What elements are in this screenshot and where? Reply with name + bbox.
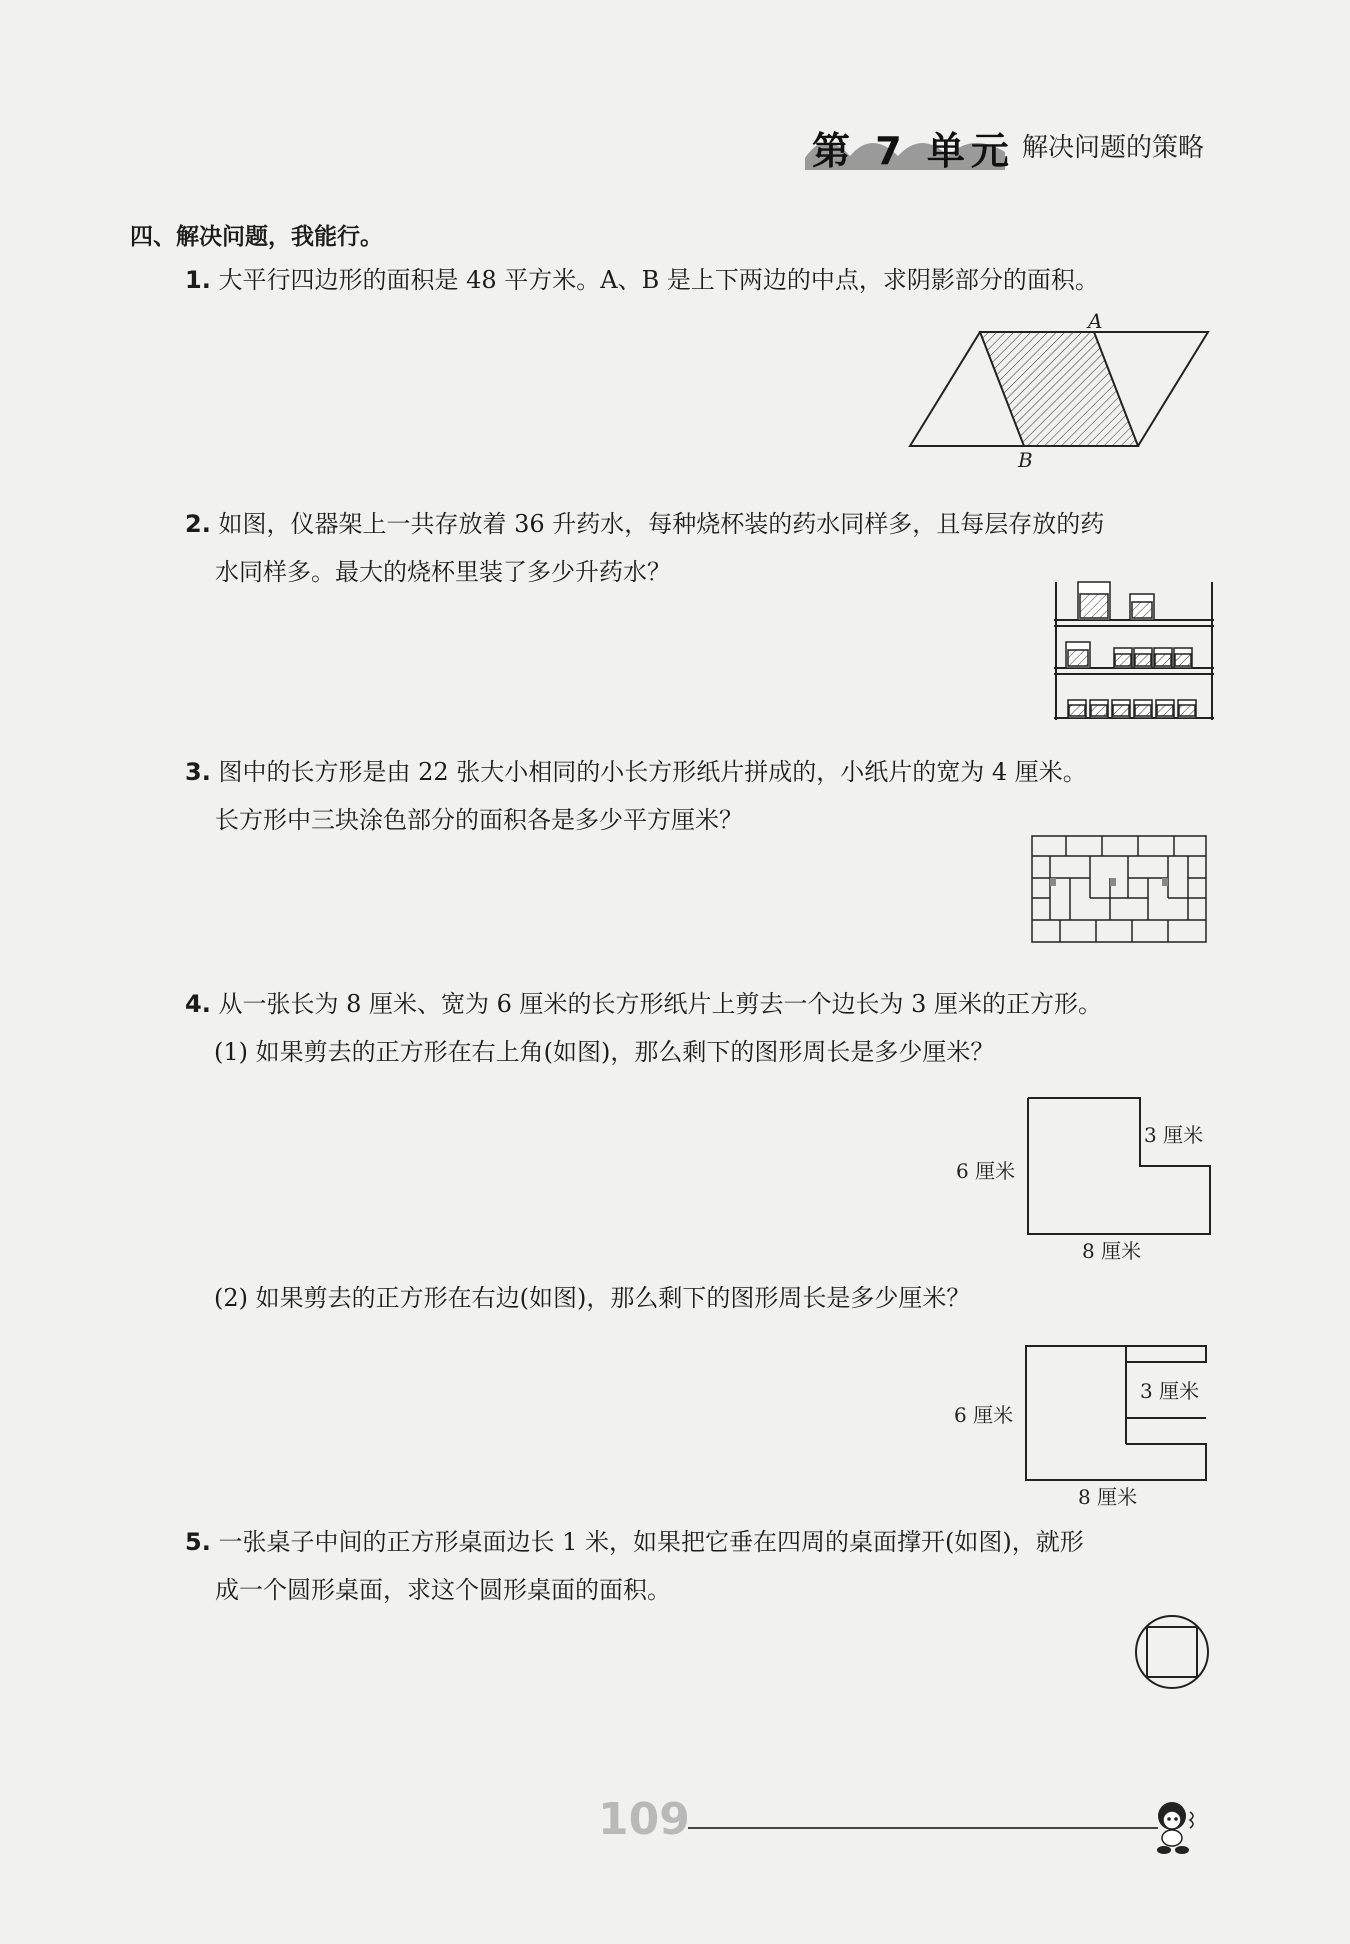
- question-1: [185, 256, 1099, 304]
- question-text-line-1: 图中的长方形是由 22 张大小相同的小长方形纸片拼成的，小纸片的宽为 4 厘米。: [218, 758, 1087, 786]
- square-tabletop: [1147, 1627, 1197, 1677]
- question-text-line-2: 成一个圆形桌面，求这个圆形桌面的面积。: [215, 1576, 671, 1604]
- l-shape-figure: [950, 1094, 1220, 1264]
- question-4-part-2: (2) 如果剪去的正方形在右边(如图)，那么剩下的图形周长是多少厘米？: [214, 1284, 971, 1312]
- tiled-rectangle-figure: [1030, 834, 1210, 946]
- question-text-line-1: 一张桌子中间的正方形桌面边长 1 米，如果把它垂在四周的桌面撑开(如图)，就形: [218, 1528, 1084, 1556]
- shaded-region: [980, 332, 1138, 446]
- question-number: 3.: [185, 758, 211, 786]
- beakers-top-shelf: [1078, 582, 1154, 620]
- shaded-square-2: [1110, 878, 1116, 886]
- question-3: [185, 748, 1087, 844]
- label-width: 8 厘米: [1078, 1485, 1138, 1509]
- question-text-line-1: 如图，仪器架上一共存放着 36 升药水，每种烧杯装的药水同样多，且每层存放的药: [218, 510, 1105, 538]
- shaded-square-1: [1050, 878, 1056, 886]
- question-number: 5.: [185, 1528, 211, 1556]
- label-a: A: [1088, 310, 1103, 333]
- parallelogram-figure: [900, 310, 1220, 470]
- question-2: [185, 500, 1104, 596]
- label-height: 6 厘米: [956, 1159, 1016, 1183]
- label-cut-side: 3 厘米: [1140, 1379, 1200, 1403]
- label-width: 8 厘米: [1082, 1239, 1142, 1263]
- page-number: 109: [598, 1794, 690, 1845]
- question-number: 1.: [185, 266, 211, 294]
- label-height: 6 厘米: [954, 1403, 1014, 1427]
- beakers-middle-shelf: [1066, 642, 1192, 668]
- footer-rule: [688, 1827, 1158, 1829]
- question-4-part-1: (1) 如果剪去的正方形在右上角(如图)，那么剩下的图形周长是多少厘米？: [214, 1038, 995, 1066]
- question-text-line-2: 长方形中三块涂色部分的面积各是多少平方厘米？: [215, 806, 743, 834]
- question-number: 4.: [185, 990, 211, 1018]
- beaker-shelf-figure: [1052, 572, 1222, 724]
- shaded-square-3: [1162, 878, 1168, 886]
- circle-table-figure: [1130, 1610, 1214, 1694]
- question-text: 从一张长为 8 厘米、宽为 6 厘米的长方形纸片上剪去一个边长为 3 厘米的正方形。: [218, 990, 1103, 1018]
- label-b: B: [1018, 448, 1033, 470]
- section-heading: 四、解决问题，我能行。: [130, 224, 383, 250]
- unit-title: 第 7 单元: [812, 129, 1015, 173]
- notched-rectangle-figure: [950, 1340, 1220, 1510]
- question-number: 2.: [185, 510, 211, 538]
- question-4: [185, 980, 1102, 1028]
- question-text-line-2: 水同样多。最大的烧杯里装了多少升药水？: [215, 558, 671, 586]
- cartoon-mascot-icon: [1140, 1790, 1210, 1860]
- label-cut-side: 3 厘米: [1144, 1123, 1204, 1147]
- question-text: 大平行四边形的面积是 48 平方米。A、B 是上下两边的中点，求阴影部分的面积。: [218, 266, 1099, 294]
- question-5: [185, 1518, 1084, 1614]
- beakers-bottom-shelf: [1068, 700, 1196, 718]
- unit-subtitle: 解决问题的策略: [1022, 133, 1205, 163]
